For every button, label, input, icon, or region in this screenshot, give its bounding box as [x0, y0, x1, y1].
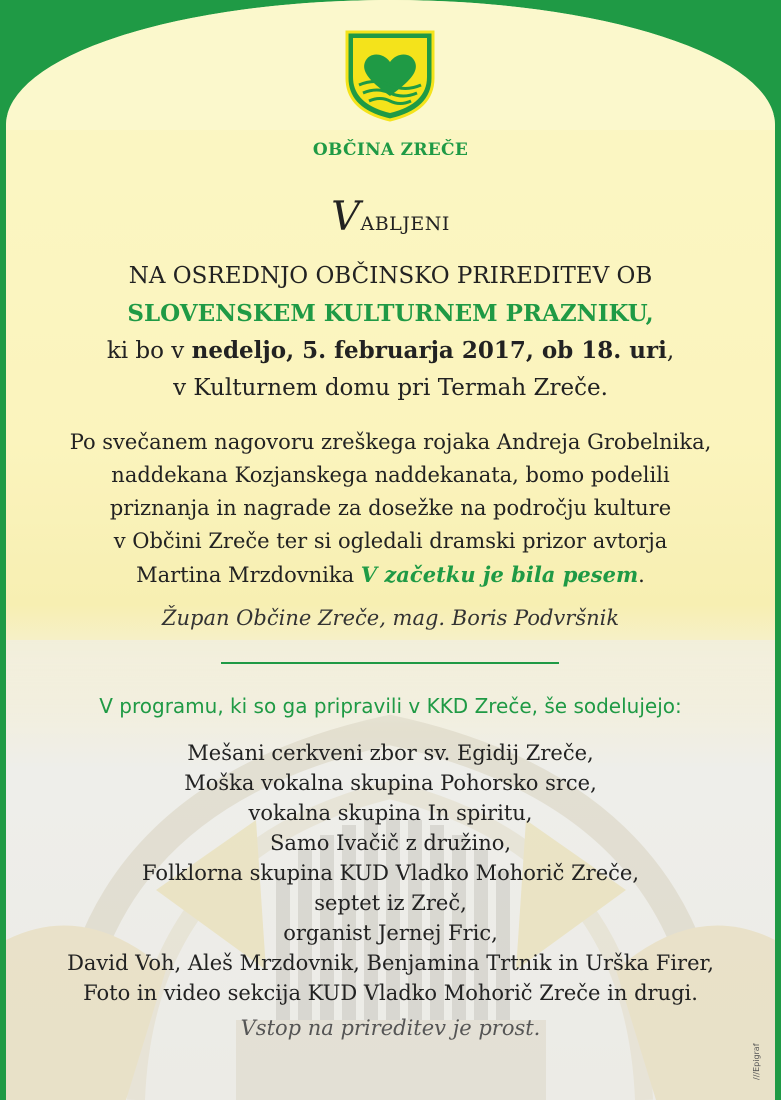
performer-item: organist Jernej Fric,: [283, 921, 498, 945]
play-title: V začetku je bila pesem: [360, 562, 639, 587]
description-line: [0, 558, 781, 592]
program-title: V programu, ki so ga pripravili v KKD Zreče, še sodelujejo:: [99, 694, 682, 718]
description-line: Po svečanem nagovoru zreškega rojaka Andreja Grobelnika,: [69, 430, 712, 454]
performers-list: [0, 738, 781, 1008]
invitation-initial: V: [331, 194, 361, 240]
divider-line: [221, 662, 559, 664]
performer-item: vokalna skupina In spiritu,: [248, 801, 533, 825]
description-line: priznanja in nagrade za dosežke na področju kulture: [109, 496, 672, 520]
event-line-2: SLOVENSKEM KULTURNEM PRAZNIKU,: [127, 300, 654, 327]
description-last-pre: Martina Mrzdovnika: [136, 563, 361, 587]
performer-item: Folklorna skupina KUD Vladko Mohorič Zreče,: [142, 861, 639, 885]
performer-item: David Voh, Aleš Mrzdovnik, Benjamina Trtnik in Urška Firer,: [67, 951, 714, 975]
event-line-1: NA OSREDNJO OBČINSKO PRIREDITEV OB: [128, 263, 653, 289]
description-line: naddekana Kozjanskega naddekanata, bomo podelili: [111, 463, 670, 487]
invitation-heading: [0, 194, 781, 240]
performer-item: Moška vokalna skupina Pohorsko srce,: [184, 771, 597, 795]
description-line: v Občini Zreče ter si ogledali dramski prizor avtorja: [113, 529, 668, 553]
description-last-post: .: [638, 563, 645, 587]
event-line-3-pre: ki bo v: [106, 338, 192, 364]
performer-item: septet iz Zreč,: [314, 891, 467, 915]
mayor-signature: Župan Občine Zreče, mag. Boris Podvršnik: [161, 606, 620, 630]
invitation-rest: ABLJENI: [360, 213, 450, 235]
performer-item: Samo Ivačič z družino,: [269, 831, 512, 855]
performer-item: Foto in video sekcija KUD Vladko Mohorič Zreče in drugi.: [83, 981, 698, 1005]
designer-credit: ///Epigraf: [752, 1043, 761, 1080]
event-line-4: v Kulturnem domu pri Termah Zreče.: [173, 375, 608, 401]
municipality-name: OBČINA ZREČE: [312, 140, 469, 160]
free-entry-note: Vstop na prireditev je prost.: [240, 1016, 541, 1040]
event-description: [0, 426, 781, 592]
event-line-3: [0, 332, 781, 370]
performer-item: Mešani cerkveni zbor sv. Egidij Zreče,: [187, 741, 594, 765]
event-date: nedeljo, 5. februarja 2017, ob 18. uri: [191, 337, 667, 364]
event-headline: [0, 258, 781, 407]
event-line-3-post: ,: [666, 338, 675, 364]
heart-crest-icon: [345, 30, 435, 122]
